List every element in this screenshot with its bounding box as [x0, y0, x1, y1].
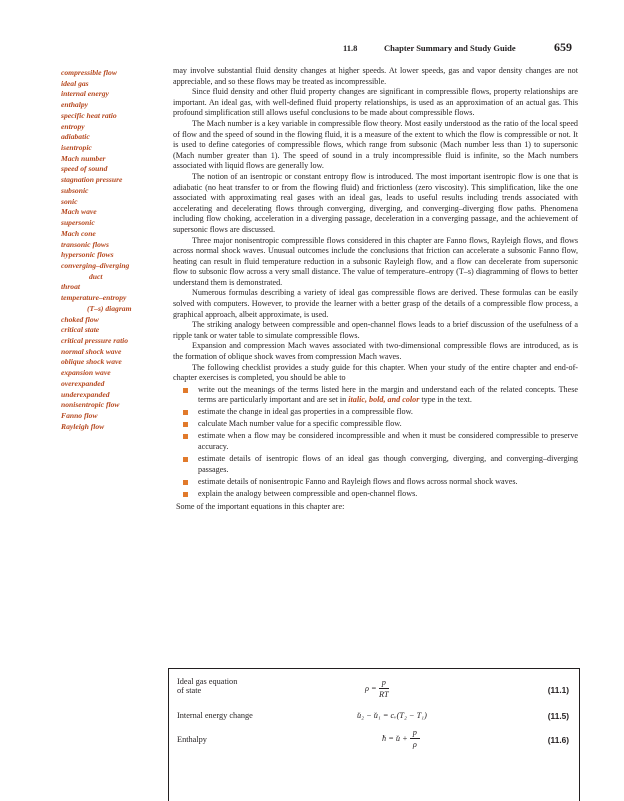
square-bullet-icon	[183, 492, 188, 497]
fraction: $\frac{p}{\rho}$	[410, 727, 420, 750]
equation-label: Internal energy change	[177, 711, 253, 720]
margin-terms-list	[61, 68, 171, 432]
running-header	[0, 42, 624, 58]
margin-term: underexpanded	[61, 389, 110, 399]
paragraph: may involve substantial fluid density changes at higher speeds. At lower speeds, gas and vapor density changes are not appreciable, and so these flows may be treated as incompressible.	[173, 66, 578, 86]
square-bullet-icon	[183, 422, 188, 427]
page-number: 659	[554, 40, 572, 54]
margin-term: stagnation pressure	[61, 175, 123, 185]
square-bullet-icon	[183, 457, 188, 462]
margin-term: normal shock wave	[61, 346, 122, 356]
margin-term: (T–s) diagram	[87, 303, 132, 313]
checklist-item: explain the analogy between compressible and open-channel flows.	[196, 489, 578, 500]
margin-term: temperature–entropy	[61, 293, 127, 303]
margin-term: ideal gas	[61, 78, 89, 88]
square-bullet-icon	[183, 480, 188, 485]
margin-term: critical state	[61, 325, 100, 335]
paragraph: The Mach number is a key variable in compressible flow theory. Most easily understood as the ratio of the local speed of flow and the speed of sound in the flowing fluid, it is a measure of the extent to which the flow is compressible or not. It is used to define categories of compressible flows, which range from subsonic (Mach number less than 1) to supersonic (Mach number greater than 1). The speed of sound in a truly incompressible fluid is infinite, so the Mach numbers associated with liquid flows are generally low.	[173, 118, 578, 171]
margin-term: Fanno flow	[61, 411, 98, 420]
equation-label: Ideal gas equation of state	[177, 677, 238, 695]
margin-term: enthalpy	[61, 100, 89, 110]
paragraph: Three major nonisentropic compressible flows considered in this chapter are Fanno flows, Rayleigh flows, and flows across normal shock waves. Unusual outcomes include the conclusions that friction can accelerate a subsonic Fanno flow, heating can result in fluid temperature reduction in a subsonic Rayleigh flow, and a flow can decelerate from supersonic flow to subsonic flow across a very small distance. The value of temperature–entropy (T–s) diagramming of flows to better understand them is demonstrated.	[173, 235, 578, 287]
margin-term: compressible flow	[61, 68, 117, 77]
margin-term: supersonic	[61, 218, 95, 228]
fraction: $\frac{p}{RT}$	[378, 678, 389, 699]
checklist-item: estimate when a flow may be considered incompressible and when it must be considered compressible to preserve accuracy.	[196, 431, 578, 452]
margin-term: converging–diverging	[61, 260, 130, 270]
equation-number: (11.5)	[547, 711, 569, 721]
equations-intro: Some of the important equations in this chapter are:	[176, 502, 345, 512]
margin-term: adiabatic	[61, 132, 90, 142]
paragraph: The striking analogy between compressible and open-channel flows leads to a brief discussion of the usefulness of a ripple tank or water table to simulate compressible flows.	[173, 320, 578, 340]
margin-term: critical pressure ratio	[61, 335, 129, 345]
paragraph: Numerous formulas describing a variety of ideal gas compressible flows are derived. These formulas can be easily solved with computers. However, to provide the learner with a better grasp of the details of a compressible flow process, a graphical approach, albeit approximate, is used.	[173, 288, 578, 319]
running-title: Chapter Summary and Study Guide	[384, 43, 516, 53]
margin-term: expansion wave	[61, 368, 111, 378]
margin-term: internal energy	[61, 89, 109, 99]
margin-term: oblique shock wave	[61, 357, 122, 367]
margin-term: duct	[89, 271, 103, 281]
study-checklist	[173, 385, 578, 499]
checklist-item: estimate details of nonisentropic Fanno and Rayleigh flows and flows across normal shock waves.	[196, 477, 578, 488]
paragraph: Expansion and compression Mach waves associated with two-dimensional compressible flows are introduced, as is the formation of oblique shock waves from compression Mach waves.	[173, 341, 578, 362]
square-bullet-icon	[183, 434, 188, 439]
checklist-item: calculate Mach number value for a specific compressible flow.	[196, 419, 578, 430]
margin-term: sonic	[61, 196, 78, 206]
margin-term: Rayleigh flow	[61, 421, 105, 431]
equation-number: (11.6)	[547, 735, 569, 745]
checklist-item: estimate details of isentropic flows of an ideal gas though converging, diverging, and converging–diverging passages.	[196, 454, 578, 475]
equation-expression: ̆u₂ − ̆u₁ = cᵥ(T₂ − T₁)	[357, 711, 427, 720]
square-bullet-icon	[183, 410, 188, 415]
margin-term: specific heat ratio	[61, 110, 117, 120]
margin-term: overexpanded	[61, 378, 105, 388]
margin-term: entropy	[61, 121, 85, 131]
margin-term: Mach number	[61, 153, 106, 163]
equation-number: (11.1)	[547, 685, 569, 695]
margin-term: Mach cone	[61, 228, 96, 238]
margin-term: nonisentropic flow	[61, 400, 120, 410]
margin-term: throat	[61, 282, 80, 292]
paragraph: The following checklist provides a study guide for this chapter. When your study of the entire chapter and end-of-chapter exercises is completed, you should be able to	[173, 362, 578, 383]
body-text	[173, 66, 578, 513]
equation-expression: ρ = $\frac{p}{RT}$	[365, 678, 389, 699]
paragraph: The notion of an isentropic or constant entropy flow is introduced. The most important isentropic flow is one that is adiabatic (no heat transfer to or from the flowing fluid) and frictionless (zero viscosity). This simplification, like the one associated with approximating real gases with an ideal gas, leads to useful results including trends associated with accelerating and decelerating flows through converging, diverging, and converging–diverging flow paths. Phenomena including flow choking, acceleration in a diverging passage, deceleration in a converging passage, and the achievement of supersonic flows are discussed.	[173, 171, 578, 234]
square-bullet-icon	[183, 388, 188, 393]
margin-term: Mach wave	[61, 207, 97, 217]
checklist-item: write out the meanings of the terms listed here in the margin and understand each of the related concepts. These terms are particularly important and are set in italic, bold, and color type in the text.	[196, 385, 578, 406]
equation-label: Enthalpy	[177, 735, 207, 744]
margin-term: speed of sound	[61, 164, 108, 174]
equation-expression: ̆h = ̆u + $\frac{p}{\rho}$	[382, 727, 420, 750]
paragraph: Since fluid density and other fluid property changes are significant in compressible flows, property relationships are important. An ideal gas, with well-defined fluid property relationships, is used as an approximation of an actual gas. This profound simplification still allows useful conclusions to be made about compressible flows.	[173, 87, 578, 118]
checklist-item: estimate the change in ideal gas properties in a compressible flow.	[196, 407, 578, 418]
margin-term: subsonic	[61, 185, 89, 195]
equations-box	[168, 668, 580, 801]
margin-term: transonic flows	[61, 239, 109, 249]
section-number: 11.8	[343, 43, 358, 53]
margin-term: hypersonic flows	[61, 250, 114, 260]
margin-term: choked flow	[61, 314, 99, 324]
emphasis-text: italic, bold, and color	[348, 395, 420, 405]
margin-term: isentropic	[61, 143, 92, 153]
